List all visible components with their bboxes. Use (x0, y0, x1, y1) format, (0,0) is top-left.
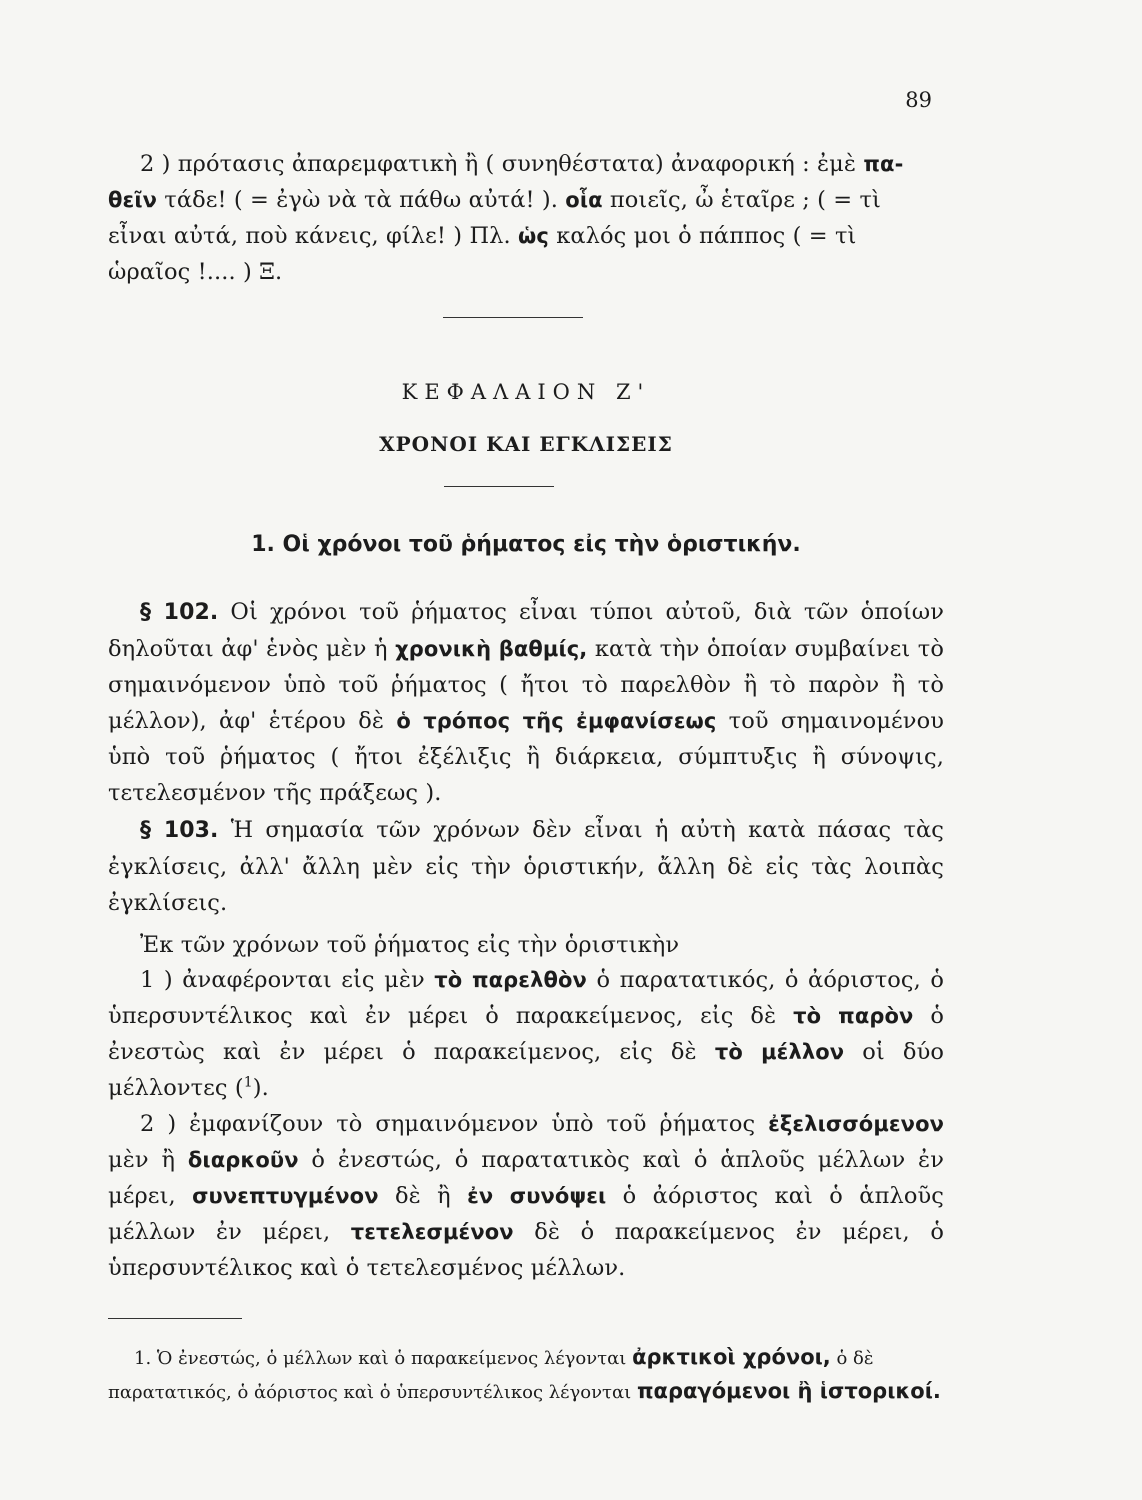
body-text: ὁ ἀόριστος καὶ ὁ ἁπλοῦς μέλλων ἐν μέρει, (108, 1183, 944, 1245)
intro-text: 2 ) πρότασις ἀπαρεμφατικὴ ἢ ( συνηθέστατα) ἀναφορική : ἐμὲ (140, 151, 864, 177)
footnote-text: 1. Ὁ ἐνεστώς, ὁ μέλλων καὶ ὁ παρακείμενος λέγονται (134, 1348, 633, 1369)
body-text: ὁ ἐνεστώς, ὁ παρατατικὸς καὶ ὁ ἁπλοῦς μέλλων ἐν μέρει, (108, 1147, 945, 1209)
body-text: ὁ ἐνεστὼς καὶ ἐν μέρει ὁ παρακείμενος, εἰς δὲ (108, 1003, 944, 1065)
divider (444, 486, 554, 487)
bold-term: τετελεσμένον (350, 1220, 514, 1244)
body-text: δὲ ἢ (378, 1183, 468, 1209)
intro-text: τάδε! ( = ἐγὼ νὰ τὰ πάθω αὐτά! ). (157, 187, 566, 213)
bold-term: παραγόμενοι ἢ ἱστορικοί. (636, 1379, 941, 1403)
intro-bold: πα- (863, 152, 904, 176)
body-text: ὁ παρατατικός, ὁ ἀόριστος, ὁ ὑπερσυντέλικος καὶ ἐν μέρει ὁ παρακείμενος, εἰς δὲ (108, 967, 944, 1029)
page-number: 89 (905, 88, 932, 112)
body-text: κατὰ τὴν ὁποίαν συμβαίνει τὸ σημαινόμενον ὑπὸ τοῦ ῥήματος ( ἤτοι τὸ παρελθὸν ἢ τὸ παρὸν ἢ τὸ μέλλον), ἀφ' ἑτέρου δὲ (108, 636, 944, 734)
bold-term: ἐν συνόψει (467, 1184, 607, 1208)
bold-term: χρονικὴ βαθμίς, (395, 637, 588, 661)
bold-term: ἀρκτικοὶ χρόνοι, (632, 1345, 831, 1369)
intro-bold: θεῖν (108, 188, 158, 212)
bold-term: διαρκοῦν (187, 1148, 299, 1172)
footnote (108, 1341, 950, 1409)
bold-term: τὸ μέλλον (714, 1040, 845, 1064)
footnote-ref: 1 (243, 1074, 253, 1091)
body-text: οἱ δύο μέλλοντες ( (108, 1039, 944, 1101)
intro-bold: οἷα (565, 188, 603, 212)
intro-text: εἶναι αὐτά, ποὺ κάνεις, φίλε! ) Πλ. (108, 223, 519, 249)
footnote-divider (108, 1318, 242, 1319)
bold-term: ὁ τρόπος τῆς ἐμφανίσεως (396, 709, 717, 733)
bold-term: τὸ παρὸν (793, 1004, 914, 1028)
bold-term: ἐξελισσόμενον (768, 1112, 944, 1136)
body-text: μὲν ἢ (108, 1147, 188, 1173)
footnote-text: ὁ δὲ (830, 1348, 874, 1369)
chapter-heading: ΚΕΦΑΛΑΙΟΝ Ζ' (401, 380, 651, 404)
ek-line: Ἐκ τῶν χρόνων τοῦ ῥήματος εἰς τὴν ὁριστικὴν (140, 932, 680, 958)
item-2 (108, 1106, 944, 1286)
chapter-title: ΧΡΟΝΟΙ ΚΑΙ ΕΓΚΛΙΣΕΙΣ (379, 432, 673, 456)
paragraph-103 (108, 812, 944, 963)
divider (443, 317, 583, 318)
intro-bold: ὡς (518, 224, 549, 248)
body-text: Ἡ σημασία τῶν χρόνων δὲν εἶναι ἡ αὐτὴ κατὰ πάσας τὰς ἐγκλίσεις, ἀλλ' ἄλλη μὲν εἰς τὴν ὁριστικήν, ἄλλη δὲ εἰς τὰς λοιπὰς ἐγκλίσεις. (108, 817, 944, 916)
section-title: 1. Οἱ χρόνοι τοῦ ῥήματος εἰς τὴν ὁριστικήν. (251, 532, 801, 557)
body-text: δὲ ὁ παρακείμενος ἐν μέρει, ὁ ὑπερσυντέλικος καὶ ὁ τετελεσμένος μέλλων. (108, 1219, 944, 1281)
intro-text: ὡραῖος !.... ) Ξ. (108, 259, 283, 285)
bold-term: τὸ παρελθὸν (434, 968, 587, 992)
item-1 (108, 962, 944, 1106)
intro-text: καλός μοι ὁ πάππος ( = τὶ (548, 223, 857, 249)
body-text: 2 ) ἐμφανίζουν τὸ σημαινόμενον ὑπὸ τοῦ ῥήματος (140, 1111, 769, 1137)
body-text: 1 ) ἀναφέρονται εἰς μὲν (140, 967, 435, 993)
footnote-text: παρατατικός, ὁ ἀόριστος καὶ ὁ ὑπερσυντέλικος λέγονται (108, 1382, 637, 1403)
paragraph-number: § 103. (140, 818, 219, 843)
body-text: Οἱ χρόνοι τοῦ ῥήματος εἶναι τύποι αὐτοῦ, διὰ τῶν ὁποίων δηλοῦται ἀφ' ἑνὸς μὲν ἡ (108, 599, 945, 662)
intro-text: ποιεῖς, ὦ ἑταῖρε ; ( = τὶ (602, 187, 881, 213)
paragraph-number: § 102. (140, 600, 219, 625)
bold-term: συνεπτυγμένον (192, 1184, 379, 1208)
paragraph-102 (108, 594, 944, 811)
body-text: τοῦ σημαινομένου ὑπὸ τοῦ ῥήματος ( ἤτοι ἐξέλιξις ἢ διάρκεια, σύμπτυξις ἢ σύνοψις, τετελεσμένον τῆς πράξεως ). (108, 708, 944, 806)
intro-paragraph (108, 146, 944, 290)
body-text: ). (252, 1075, 269, 1101)
